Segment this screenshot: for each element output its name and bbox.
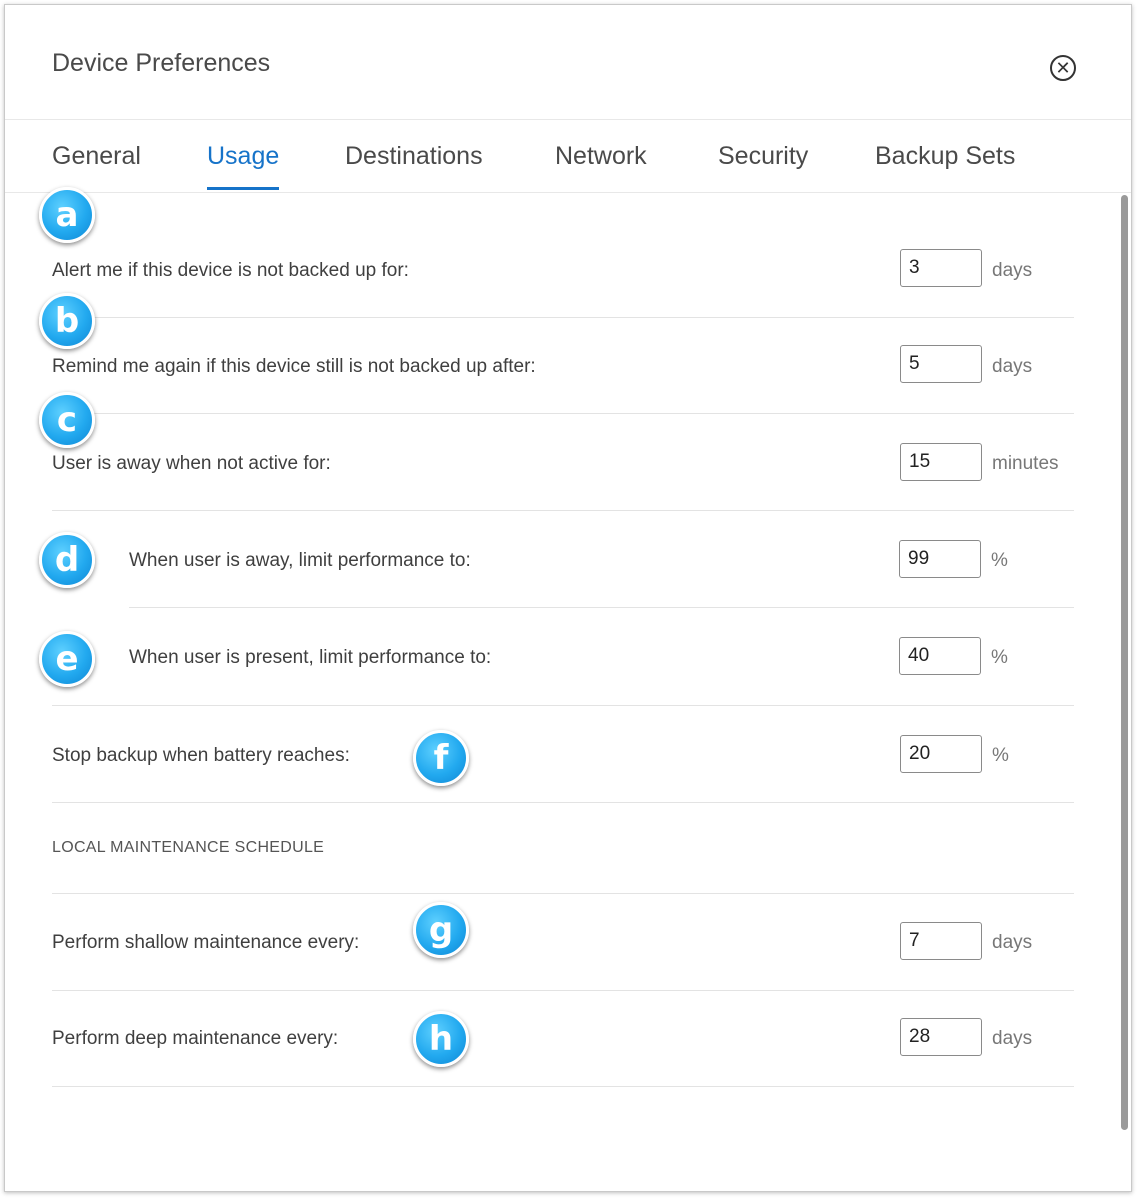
deep-maintenance-input[interactable] <box>900 1018 982 1056</box>
remind-unit: days <box>992 356 1033 377</box>
tab-general[interactable]: General <box>52 142 141 170</box>
dialog-header <box>5 5 1131 120</box>
away-limit-unit: % <box>991 550 1008 571</box>
away-setting-row <box>52 414 1074 511</box>
alert-setting-row <box>52 193 1074 318</box>
remind-days-input[interactable] <box>900 345 982 383</box>
away-label: User is away when not active for: <box>52 453 331 474</box>
callout-badge-h: h <box>413 1011 469 1067</box>
away-limit-label: When user is away, limit performance to: <box>129 550 471 571</box>
present-limit-input[interactable] <box>899 637 981 675</box>
close-icon[interactable]: ✕ <box>1050 55 1076 81</box>
callout-badge-d: d <box>39 532 95 588</box>
callout-badge-b: b <box>39 293 95 349</box>
alert-label: Alert me if this device is not backed up for: <box>52 260 409 281</box>
present-limit-setting-row <box>52 608 1074 706</box>
deep-maintenance-label: Perform deep maintenance every: <box>52 1028 339 1049</box>
tab-destinations[interactable]: Destinations <box>345 142 483 170</box>
shallow-maintenance-unit: days <box>992 932 1033 953</box>
vertical-scrollbar[interactable] <box>1121 195 1128 1130</box>
tab-security[interactable]: Security <box>718 142 809 170</box>
callout-badge-c: c <box>39 392 95 448</box>
maintenance-section-header: LOCAL MAINTENANCE SCHEDULE <box>52 839 325 856</box>
away-limit-input[interactable] <box>899 540 981 578</box>
callout-badge-g: g <box>413 902 469 958</box>
tab-usage[interactable]: Usage <box>207 142 279 190</box>
shallow-maintenance-row <box>52 893 1074 991</box>
tab-bar <box>5 120 1131 193</box>
callout-badge-e: e <box>39 631 95 687</box>
battery-setting-row <box>52 706 1074 803</box>
tab-network[interactable]: Network <box>555 142 647 170</box>
present-limit-unit: % <box>991 647 1008 668</box>
alert-unit: days <box>992 260 1033 281</box>
battery-percent-input[interactable] <box>900 735 982 773</box>
away-minutes-input[interactable] <box>900 443 982 481</box>
away-limit-setting-row <box>129 511 1074 608</box>
tab-backup-sets[interactable]: Backup Sets <box>875 142 1016 170</box>
shallow-maintenance-label: Perform shallow maintenance every: <box>52 932 360 953</box>
callout-badge-a: a <box>39 187 95 243</box>
callout-badge-f: f <box>413 730 469 786</box>
battery-label: Stop backup when battery reaches: <box>52 745 350 766</box>
battery-unit: % <box>992 745 1009 766</box>
dialog-title: Device Preferences <box>52 49 271 77</box>
shallow-maintenance-input[interactable] <box>900 922 982 960</box>
away-unit: minutes <box>992 453 1059 474</box>
alert-days-input[interactable] <box>900 249 982 287</box>
remind-setting-row <box>52 318 1074 414</box>
deep-maintenance-unit: days <box>992 1028 1033 1049</box>
device-preferences-dialog <box>4 4 1132 1192</box>
remind-label: Remind me again if this device still is not backed up after: <box>52 356 536 377</box>
present-limit-label: When user is present, limit performance to: <box>129 647 492 668</box>
deep-maintenance-row <box>52 990 1074 1087</box>
